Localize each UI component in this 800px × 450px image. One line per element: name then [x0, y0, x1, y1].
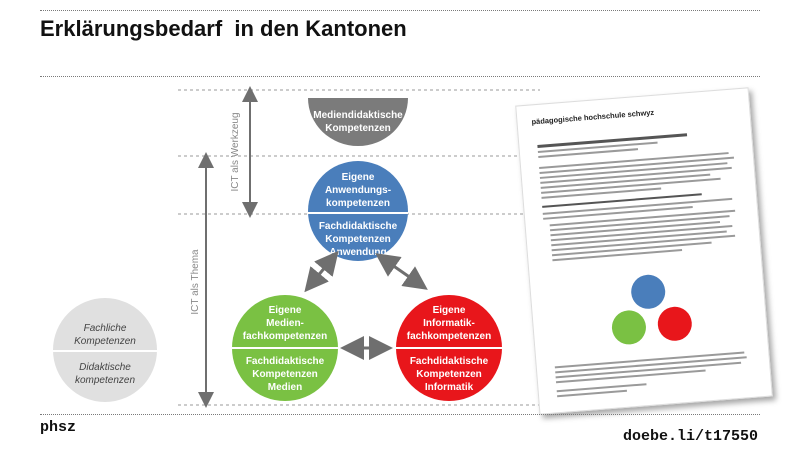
medien-bottom-2: Kompetenzen	[252, 369, 318, 380]
thema-label: ICT als Thema	[190, 249, 201, 315]
mediendidaktik-line2: Kompetenzen	[325, 123, 391, 134]
footer-short-url[interactable]: doebe.li/t17550	[622, 428, 758, 445]
mediendidaktik-semicircle	[308, 98, 408, 146]
medien-top-3: fachkompetenzen	[242, 331, 328, 342]
didaktische-line2: kompetenzen	[74, 375, 136, 386]
informatik-top-3: fachkompetenzen	[406, 331, 492, 342]
doc-red-circle	[657, 306, 694, 343]
page-title: Erklärungsbedarf in den Kantonen	[40, 16, 407, 41]
footer-rule	[40, 414, 760, 415]
fachliche-line1: Fachliche	[83, 323, 127, 334]
anwendung-bottom-2: Kompetenzen	[325, 234, 391, 245]
document-thumbnail	[515, 87, 773, 414]
medien-bottom-1: Fachdidaktische	[245, 356, 325, 367]
informatik-bottom-2: Kompetenzen	[416, 369, 482, 380]
mediendidaktik-line1: Mediendidaktische	[313, 110, 403, 121]
medien-top-2: Medien-	[266, 318, 304, 329]
informatik-top-1: Eigene	[432, 305, 466, 316]
anwendung-bottom-3: Anwendung	[329, 247, 387, 258]
anwendung-bottom-1: Fachdidaktische	[318, 221, 398, 232]
anwendung-top-3: kompetenzen	[326, 198, 390, 209]
anwendung-top-2: Anwendungs-	[324, 185, 392, 196]
informatik-top-2: Informatik-	[423, 318, 475, 329]
informatik-bottom-3: Informatik	[424, 382, 474, 393]
arrow-blue-red	[385, 260, 418, 283]
arrow-blue-green	[312, 260, 331, 283]
medien-bottom-3: Medien	[267, 382, 303, 393]
footer-logo-text: phsz	[40, 419, 77, 436]
didaktische-line1: Didaktische	[79, 362, 131, 373]
document-header: pädagogische hochschule schwyz	[531, 107, 655, 127]
werkzeug-label: ICT als Werkzeug	[230, 112, 241, 192]
fachliche-line2: Kompetenzen	[74, 336, 136, 347]
anwendung-top-1: Eigene	[341, 172, 375, 183]
doc-green-circle	[611, 309, 648, 346]
medien-circle	[232, 295, 338, 401]
general-competence-circle	[53, 298, 157, 402]
doc-blue-circle	[630, 274, 667, 311]
informatik-circle	[396, 295, 502, 401]
medien-top-1: Eigene	[268, 305, 302, 316]
informatik-bottom-1: Fachdidaktische	[409, 356, 489, 367]
anwendung-circle	[308, 161, 408, 261]
